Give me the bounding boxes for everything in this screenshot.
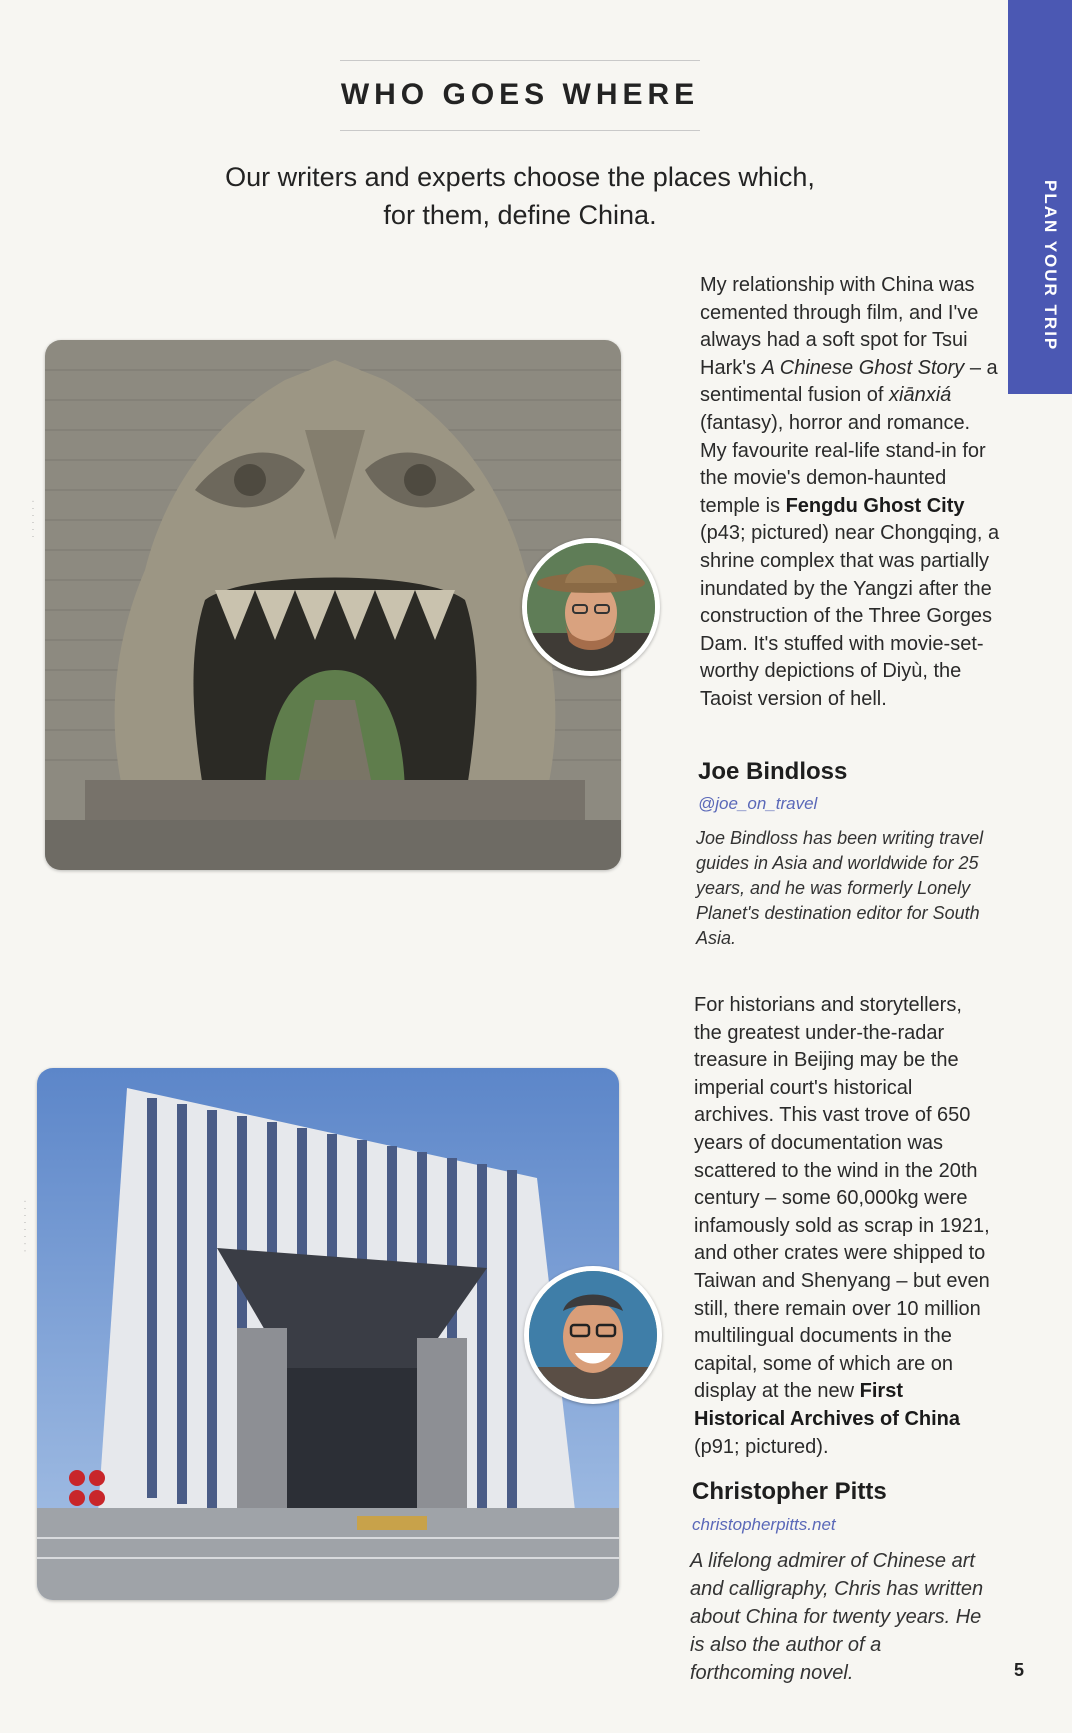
smiling-man-avatar-icon: [529, 1271, 657, 1399]
entry-1-author-name: Joe Bindloss: [698, 758, 848, 785]
section-tab-label: PLAN YOUR TRIP: [1041, 180, 1060, 352]
entry-1-paragraph: [700, 272, 1000, 714]
entry-2-handle[interactable]: christopherpitts.net: [692, 1515, 836, 1534]
entry-1-text-a: My relationship with China was cemented through film, and I've always had a soft spot for Tsui Hark's: [700, 274, 979, 379]
entry-2-bio: A lifelong admirer of Chinese art and calligraphy, Chris has written about China for twenty years. He is also the author of a forthcoming novel.: [690, 1550, 984, 1684]
man-in-hat-avatar-icon: [527, 543, 655, 671]
entry-1-place-name: Fengdu Ghost City: [785, 494, 965, 517]
joe-avatar: [522, 538, 660, 676]
entry-1-film-title: A Chinese Ghost Story: [761, 356, 965, 379]
subtitle-line-1: Our writers and experts choose the places which,: [225, 162, 815, 192]
entry-1-text-b: – a sentimental fusion of: [700, 356, 998, 407]
photo-credit-2: · · · · · · · ·: [20, 1200, 29, 1254]
entry-2-author-name: Christopher Pitts: [692, 1478, 887, 1505]
page-title: WHO GOES WHERE: [340, 78, 700, 111]
entry-2-paragraph: [694, 992, 994, 1461]
entry-1-genre: xiānxiá: [889, 384, 952, 407]
title-rule-top: [340, 60, 700, 61]
photo-credit-1: · · · · · ·: [28, 500, 37, 539]
entry-1-handle[interactable]: @joe_on_travel: [698, 794, 818, 813]
entry-1-text-d: (p43; pictured) near Chongqing, a shrine complex that was partially inundated by the Yangzi after the construction of the Three Gorges Dam. It's stuffed with movie-set-worthy depictions of Diyù, the Taoist version of hell.: [700, 522, 1000, 710]
subtitle-line-2: for them, define China.: [383, 200, 657, 230]
entry-1-text-c: (fantasy), horror and romance. My favourite real-life stand-in for the movie's demon-haunted temple is: [700, 411, 986, 517]
page-number: 5: [1014, 1660, 1025, 1680]
chris-avatar: [524, 1266, 662, 1404]
title-rule-bottom: [340, 130, 700, 131]
entry-2-text-a: For historians and storytellers, the greatest under-the-radar treasure in Beijing may be the imperial court's historical archives. This vast trove of 650 years of documentation was scattered to the wind in the 20th century – some 60,000kg were infamously sold as scrap in 1921, and other crates were shipped to Taiwan and Shenyang – but even still, there remain over 10 million multilingual documents in the capital, some of which are on display at the new: [694, 994, 990, 1403]
entry-2-text-b: (p91; pictured).: [694, 1435, 829, 1458]
entry-2-place-name: First Historical Archives of China: [694, 1380, 960, 1430]
entry-1-bio: Joe Bindloss has been writing travel guides in Asia and worldwide for 25 years, and he was formerly Lonely Planet's destination editor for South Asia.: [696, 828, 984, 948]
page-subtitle: [140, 158, 900, 234]
